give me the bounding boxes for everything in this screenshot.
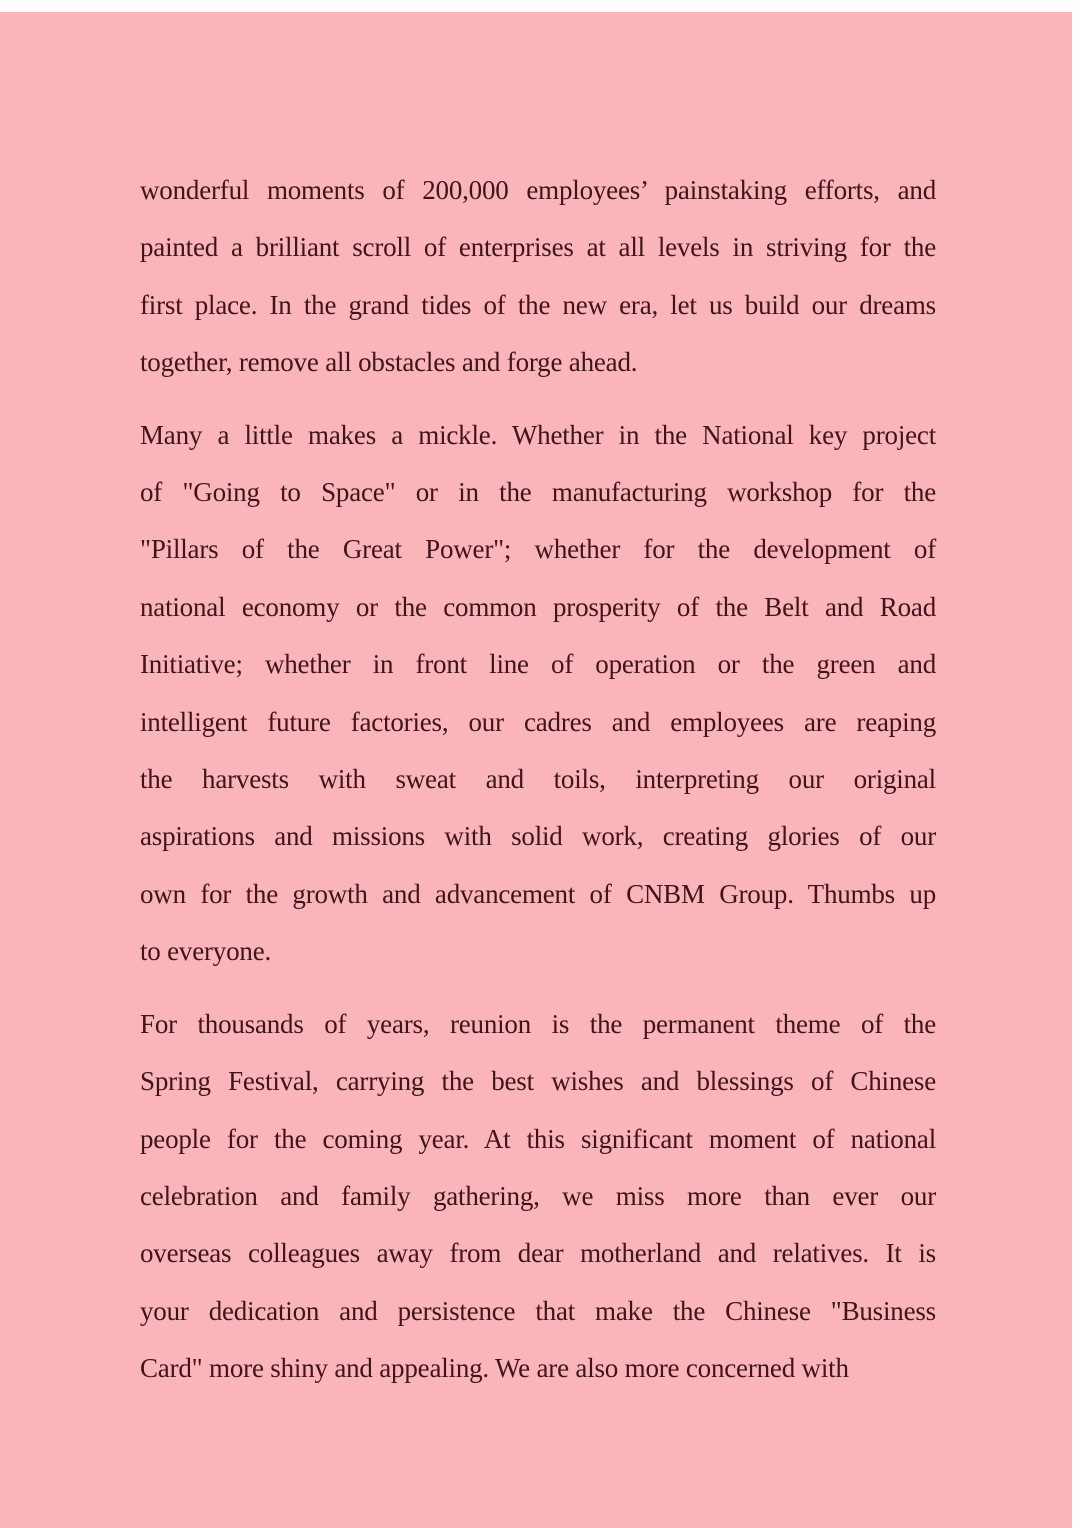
text-line: of "Going to Space" or in the manufacturing workshop for the [140, 477, 936, 508]
text-line: your dedication and persistence that make the Chinese "Business [140, 1295, 936, 1326]
text-line: Initiative; whether in front line of operation or the green and [140, 649, 936, 680]
text-line: wonderful moments of 200,000 employees’ painstaking efforts, and [140, 175, 936, 205]
pink-letter-sheet [0, 12, 1072, 1528]
paragraph-1 [140, 162, 936, 392]
text-line: Card" more shiny and appealing. We are also more concerned with [140, 1353, 849, 1384]
text-line: For thousands of years, reunion is the permanent theme of the [140, 1008, 936, 1039]
text-line: to everyone. [140, 936, 272, 967]
text-line: Many a little makes a mickle. Whether in the National key project [140, 419, 936, 450]
text-line: painted a brilliant scroll of enterprises at all levels in striving for the [140, 232, 936, 263]
text-line: overseas colleagues away from dear motherland and relatives. It is [140, 1238, 936, 1269]
text-line: the harvests with sweat and toils, interpreting our original [140, 764, 936, 795]
text-line: first place. In the grand tides of the new era, let us build our dreams [140, 289, 936, 320]
text-line: aspirations and missions with solid work, creating glories of our [140, 821, 936, 852]
text-line: celebration and family gathering, we miss more than ever our [140, 1180, 936, 1211]
text-line: intelligent future factories, our cadres and employees are reaping [140, 706, 936, 737]
paragraph-3 [140, 996, 936, 1398]
text-line: together, remove all obstacles and forge ahead. [140, 347, 638, 378]
text-line: own for the growth and advancement of CNBM Group. Thumbs up [140, 878, 936, 909]
paragraph-2 [140, 407, 936, 981]
text-line: "Pillars of the Great Power"; whether for the development of [140, 534, 936, 565]
text-line: Spring Festival, carrying the best wishes and blessings of Chinese [140, 1066, 936, 1097]
text-line: people for the coming year. At this significant moment of national [140, 1123, 936, 1154]
letter-body [140, 162, 936, 1413]
text-line: national economy or the common prosperity of the Belt and Road [140, 591, 936, 622]
